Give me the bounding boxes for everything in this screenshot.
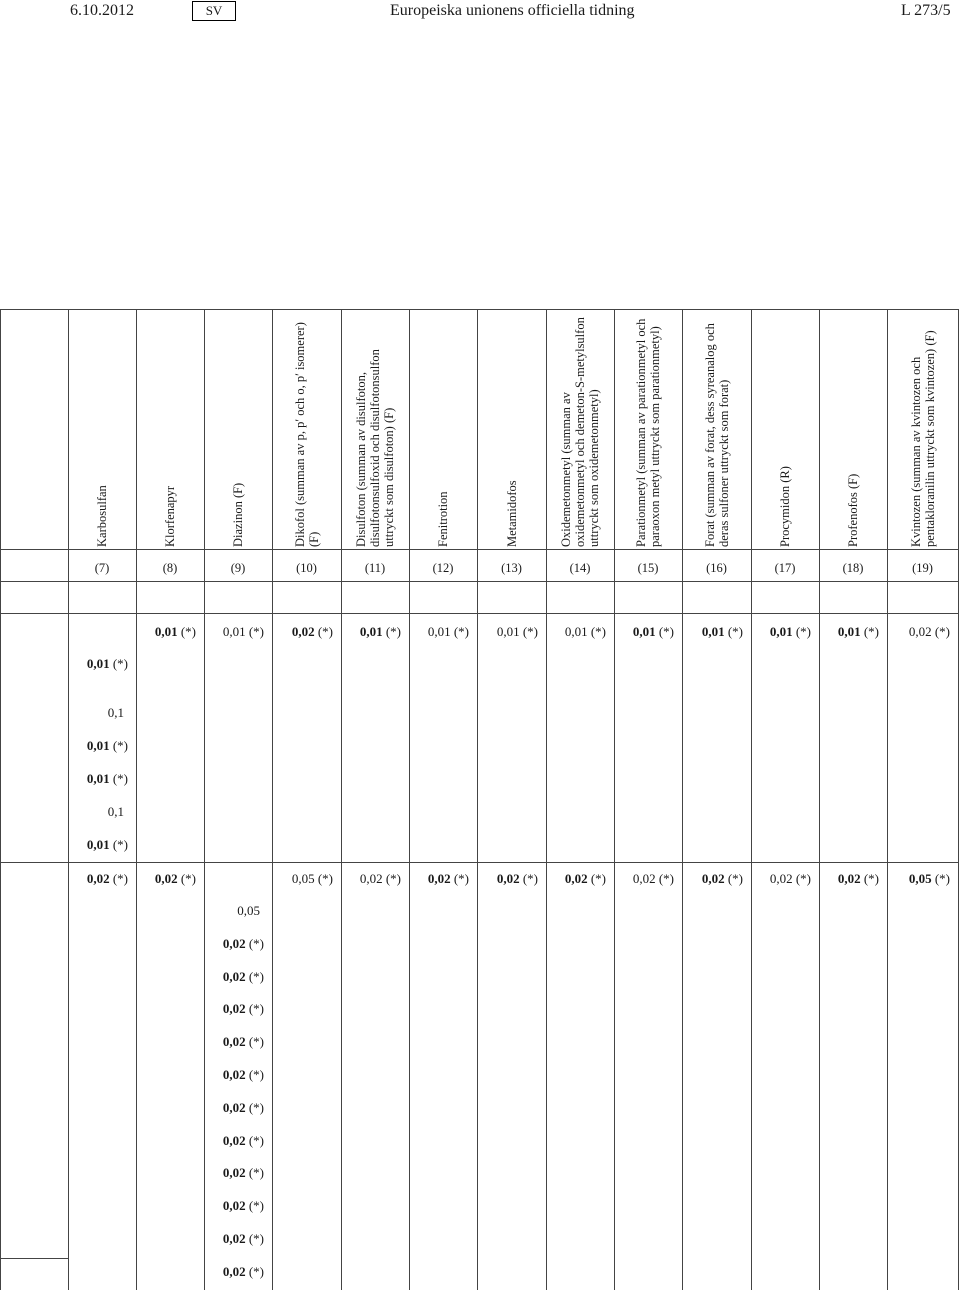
mrl-value xyxy=(150,1231,264,1247)
page-reference: L 273/5 xyxy=(901,2,951,19)
column-divider xyxy=(751,309,752,1290)
asterisk-note: (*) xyxy=(314,624,333,639)
value-number: 0,01 xyxy=(86,656,110,671)
asterisk-note: (*) xyxy=(245,968,264,984)
asterisk-note: (*) xyxy=(931,871,950,886)
value-number: 0,02 xyxy=(427,871,451,886)
column-number-8: (8) xyxy=(162,561,178,575)
asterisk-note: (*) xyxy=(450,871,469,886)
value-number: 0,01 xyxy=(632,624,656,639)
asterisk-note: (*) xyxy=(245,624,264,639)
asterisk-note: (*) xyxy=(860,871,879,886)
language-badge: SV xyxy=(192,1,236,21)
column-header-12: Fenitrotion xyxy=(436,491,450,547)
column-header-19: Kvintozen (summan av kvintozen och pentakloranilin uttryckt som kvintozen) (F) xyxy=(908,330,937,547)
asterisk-note: (*) xyxy=(245,1198,264,1214)
asterisk-note: (*) xyxy=(792,871,811,886)
column-divider xyxy=(477,309,478,1290)
asterisk-note: (*) xyxy=(450,624,469,639)
asterisk-note: (*) xyxy=(177,624,196,639)
column-header-7: Karbosulfan xyxy=(95,485,109,547)
asterisk-note: (*) xyxy=(245,1132,264,1148)
value-number: 0,01 xyxy=(837,624,861,639)
column-divider xyxy=(272,309,273,1290)
value-number: 0,02 xyxy=(222,1001,246,1017)
value-number: 0,02 xyxy=(222,1034,246,1050)
column-divider xyxy=(341,309,342,1290)
mrl-value xyxy=(10,705,124,721)
column-number-10: (10) xyxy=(296,561,317,575)
asterisk-note: (*) xyxy=(177,871,196,886)
asterisk-note: (*) xyxy=(245,1067,264,1082)
journal-title: Europeiska unionens officiella tidning xyxy=(390,2,635,19)
mrl-value xyxy=(150,1264,264,1280)
value-number: 0,01 xyxy=(359,624,383,639)
mrl-value xyxy=(150,1067,264,1083)
column-divider xyxy=(0,309,1,1290)
value-number: 0,02 xyxy=(222,1132,246,1148)
value-number: 0,01 xyxy=(154,624,178,639)
column-header-15: Parationmetyl (summan av parationmetyl och paraoxon metyl uttryckt som parationmetyl) xyxy=(634,318,662,547)
column-number-13: (13) xyxy=(501,561,522,575)
row-divider xyxy=(0,581,958,582)
value-number: 0,05 xyxy=(237,903,260,918)
mrl-value xyxy=(14,837,128,853)
value-number: 0,02 xyxy=(222,1067,246,1082)
column-header-9: Diazinon (F) xyxy=(231,482,245,547)
value-number: 0,01 xyxy=(564,624,588,639)
value-number: 0,02 xyxy=(222,1263,246,1279)
column-header-14: Oxidemetonmetyl (summan av oxidemetonmetyl och demeton-S-metylsulfon uttryckt som oxidemetonmetyl) xyxy=(559,317,601,547)
mrl-value xyxy=(150,1133,264,1149)
asterisk-note: (*) xyxy=(245,1099,264,1115)
column-header-11: Disulfoton (summan av disulfoton, disulfotonsulfoxid och disulfotonsulfon uttryckt som disulfoton) (F) xyxy=(354,349,396,547)
mrl-value xyxy=(150,1034,264,1050)
mrl-value xyxy=(14,656,128,672)
mrl-value xyxy=(150,1001,264,1017)
value-number: 0,01 xyxy=(86,771,110,786)
asterisk-note: (*) xyxy=(587,624,606,639)
row-divider xyxy=(0,862,958,863)
asterisk-note: (*) xyxy=(245,1165,264,1181)
asterisk-note: (*) xyxy=(245,1034,264,1050)
row-divider xyxy=(0,549,958,550)
asterisk-note: (*) xyxy=(655,624,674,639)
mrl-value xyxy=(14,738,128,754)
mrl-value xyxy=(14,771,128,787)
value-number: 0,02 xyxy=(222,1165,246,1181)
column-header-17: Procymidon (R) xyxy=(778,466,792,547)
column-divider xyxy=(546,309,547,1290)
value-number: 0,01 xyxy=(701,624,725,639)
value-number: 0,02 xyxy=(359,871,383,886)
column-divider xyxy=(819,309,820,1290)
value-number: 0,01 xyxy=(86,738,110,753)
value-number: 0,02 xyxy=(701,871,725,886)
value-number: 0,05 xyxy=(291,871,315,886)
asterisk-note: (*) xyxy=(245,1263,264,1279)
value-number: 0,02 xyxy=(908,624,932,639)
value-number: 0,01 xyxy=(769,624,793,639)
value-number: 0,01 xyxy=(222,624,246,639)
column-divider xyxy=(614,309,615,1290)
publication-date: 6.10.2012 xyxy=(70,2,134,19)
mrl-value xyxy=(150,1198,264,1214)
value-number: 0,02 xyxy=(837,871,861,886)
value-number: 0,02 xyxy=(154,871,178,886)
value-number: 0,02 xyxy=(632,871,656,886)
asterisk-note: (*) xyxy=(314,871,333,886)
column-divider xyxy=(887,309,888,1290)
column-divider xyxy=(136,309,137,1290)
mrl-value xyxy=(150,936,264,952)
value-number: 0,01 xyxy=(86,837,110,852)
asterisk-note: (*) xyxy=(109,871,128,886)
column-header-8: Klorfenapyr xyxy=(163,485,177,547)
column-number-17: (17) xyxy=(774,561,796,575)
asterisk-note: (*) xyxy=(519,871,538,886)
asterisk-note: (*) xyxy=(109,656,128,671)
column-number-9: (9) xyxy=(230,561,246,575)
mrl-value xyxy=(836,871,950,887)
value-number: 0,02 xyxy=(564,871,588,886)
value-number: 0,02 xyxy=(222,968,246,984)
value-number: 0,02 xyxy=(222,1231,246,1246)
value-number: 0,02 xyxy=(86,871,110,886)
column-number-15: (15) xyxy=(637,561,659,575)
asterisk-note: (*) xyxy=(245,1001,264,1017)
value-number: 0,1 xyxy=(107,705,124,720)
value-number: 0,02 xyxy=(222,1099,246,1115)
column-divider xyxy=(682,309,683,1290)
column-divider xyxy=(958,309,959,1290)
column-number-11: (11) xyxy=(364,561,386,575)
value-number: 0,01 xyxy=(496,624,520,639)
column-header-10: Dikofol (summan av p, p′ och o, p′ isomerer) (F) xyxy=(292,322,321,547)
value-number: 0,02 xyxy=(291,624,315,639)
asterisk-note: (*) xyxy=(519,624,538,639)
column-header-18: Profenofos (F) xyxy=(846,473,860,547)
column-number-16: (16) xyxy=(706,561,727,575)
column-divider xyxy=(409,309,410,1290)
column-number-14: (14) xyxy=(569,561,591,575)
asterisk-note: (*) xyxy=(860,624,879,639)
mrl-value xyxy=(150,1165,264,1181)
value-number: 0,02 xyxy=(222,935,246,951)
asterisk-note: (*) xyxy=(109,738,128,753)
column-header-16: Forat (summan av forat, dess syreanalog och deras sulfoner uttryckt som forat) xyxy=(702,323,731,547)
row-divider xyxy=(0,613,958,614)
column-number-12: (12) xyxy=(432,561,454,575)
value-number: 0,05 xyxy=(908,871,932,886)
asterisk-note: (*) xyxy=(724,624,743,639)
column-number-18: (18) xyxy=(842,561,864,575)
column-number-19: (19) xyxy=(912,561,933,575)
value-number: 0,01 xyxy=(427,624,451,639)
mrl-value xyxy=(836,624,950,640)
asterisk-note: (*) xyxy=(792,624,811,639)
mrl-value xyxy=(10,804,124,820)
column-number-7: (7) xyxy=(94,561,110,575)
row-divider xyxy=(0,309,958,310)
asterisk-note: (*) xyxy=(382,624,401,639)
value-number: 0,02 xyxy=(769,871,793,886)
asterisk-note: (*) xyxy=(655,871,674,886)
mrl-value xyxy=(146,903,260,919)
mrl-value xyxy=(150,1100,264,1116)
asterisk-note: (*) xyxy=(245,935,264,951)
mrl-value xyxy=(150,969,264,985)
asterisk-note: (*) xyxy=(109,837,128,852)
asterisk-note: (*) xyxy=(245,1231,264,1246)
mrl-value xyxy=(82,871,196,887)
value-number: 0,1 xyxy=(107,804,124,819)
asterisk-note: (*) xyxy=(382,871,401,886)
column-divider xyxy=(68,309,69,1290)
value-number: 0,02 xyxy=(222,1198,246,1214)
asterisk-note: (*) xyxy=(109,771,128,786)
asterisk-note: (*) xyxy=(587,871,606,886)
row-divider xyxy=(0,1258,68,1259)
column-header-13: Metamidofos xyxy=(504,480,519,547)
asterisk-note: (*) xyxy=(724,871,743,886)
asterisk-note: (*) xyxy=(931,624,950,639)
value-number: 0,02 xyxy=(496,871,520,886)
